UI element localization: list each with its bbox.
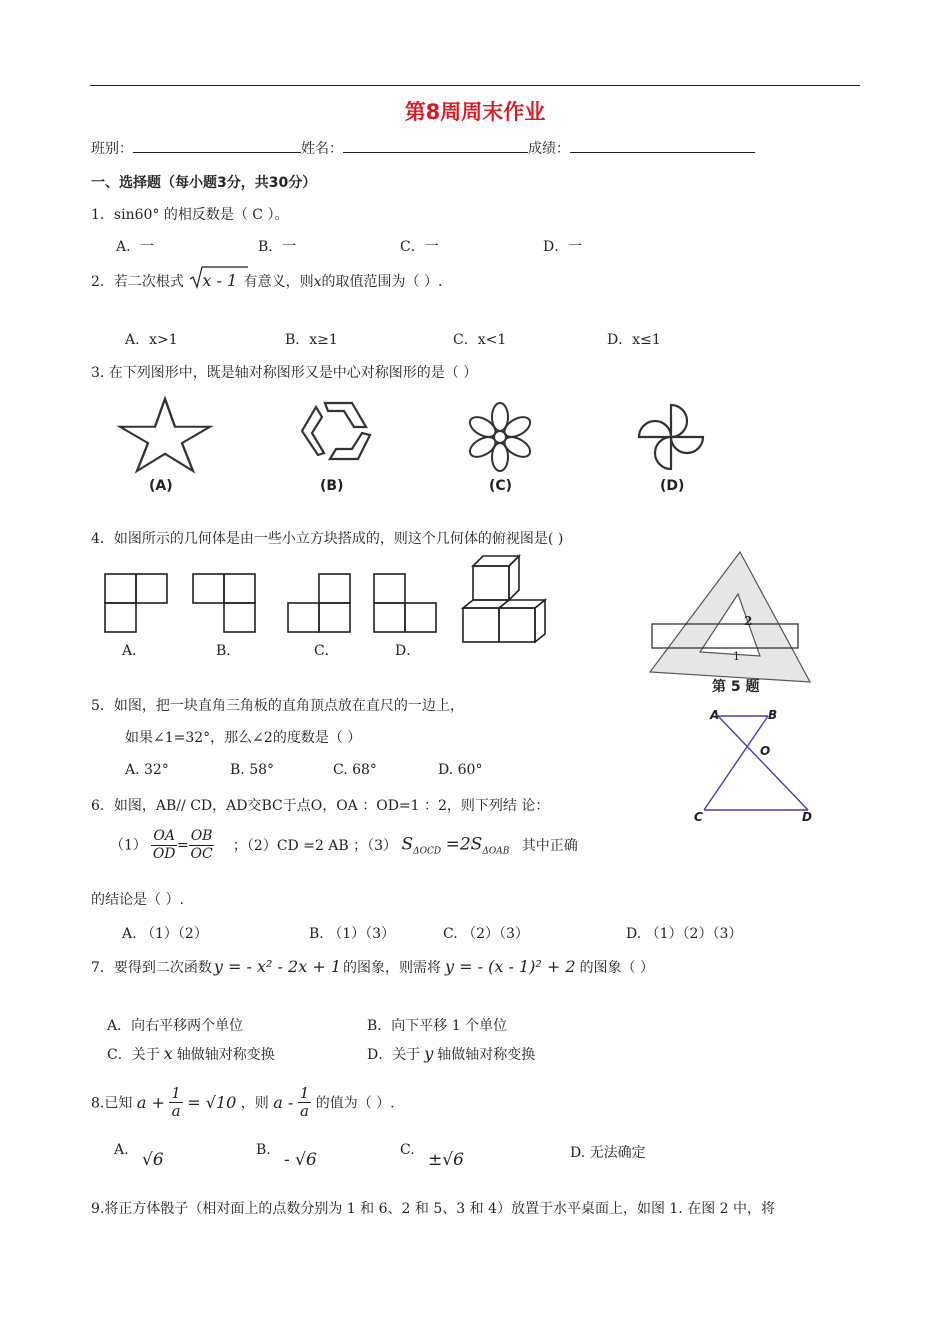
q1-option-c: C．一 (400, 239, 439, 255)
q1-option-d: D．一 (543, 239, 583, 255)
sqrt-expression: x - 1 (190, 271, 237, 290)
fig5-caption: 第 5 题 (712, 679, 760, 695)
frac-oa-od: $\frac{OA}{OD}$ (152, 828, 176, 862)
q8-option-b-label: B. (256, 1142, 271, 1158)
pinwheel-shape (639, 405, 703, 469)
flower-shape (467, 403, 534, 471)
frac-1-over-a-2: $\frac{1}{a}$ (299, 1084, 310, 1120)
q5-stem1: 5．如图，把一块直角三角板的直角顶点放在直尺的一边上， (91, 698, 464, 714)
fig6-label-d: D (802, 810, 812, 824)
q6-conclusions: （1） $\frac{OA}{OD}$ = $\frac{OB}{OC}$ ；（2）CD =2 AB ；（3） $S_{\Delta OCD} =2S_{\Delta OAB}$ 其中正确 (110, 828, 578, 862)
q6-option-a: A. （1）（2） (122, 926, 208, 942)
q8-stem: 8.已知 a + $\frac{1}{a}$ = √10 ，则 a - $\frac{1}{a}$ 的值为（ ）. (91, 1084, 395, 1120)
radical-sign (190, 265, 250, 291)
q7-function-1: y = - x² - 2x + 1 (213, 957, 342, 976)
q8-option-c-value: ±√6 (428, 1150, 464, 1170)
score-label: 成绩： (528, 141, 570, 157)
star-shape (120, 399, 210, 471)
fig5-angle1: 1 (733, 650, 740, 663)
q3-label-a: (A) (149, 478, 173, 494)
score-field[interactable] (570, 138, 755, 153)
view-d (374, 574, 436, 632)
q8-option-a-value: √6 (142, 1150, 164, 1170)
q2-option-d: D．x≤1 (607, 332, 661, 348)
q7-stem: 7．要得到二次函数 y = - x² - 2x + 1 的图象，则需将 y = - (x - 1)² + 2 的图象（ ） (91, 957, 655, 976)
q4-stem: 4．如图所示的几何体是由一些小立方块搭成的，则这个几何体的俯视图是( ) (91, 531, 564, 547)
q8-option-a-label: A. (114, 1142, 129, 1158)
q4-label-a: A． (122, 643, 147, 659)
q2-stem: 2．若二次根式 x - 1 有意义，则x的取值范围为（ ）. (91, 271, 442, 291)
q6-option-b: B. （1）（3） (309, 926, 396, 942)
q7-function-2: y = - (x - 1)² + 2 (445, 957, 576, 976)
q7-option-a: A．向右平移两个单位 (107, 1018, 244, 1034)
q6-option-c: C. （2）（3） (443, 926, 529, 942)
view-b (193, 574, 255, 632)
q1-stem: 1．sin60° 的相反数是（ C ）。 (91, 207, 289, 223)
name-label: 姓名： (301, 141, 343, 157)
q4-label-c: C． (314, 643, 339, 659)
header-rule (90, 85, 860, 86)
q6-line2: 的结论是（ ）. (91, 892, 184, 908)
q5-stem2: 如果∠1=32°，那么∠2的度数是（ ） (125, 730, 362, 746)
q7-option-b: B．向下平移 1 个单位 (367, 1018, 508, 1034)
q4-label-d: D． (395, 643, 421, 659)
q3-label-d: (D) (660, 478, 685, 494)
fig6-label-o: O (760, 744, 771, 758)
q8-option-d: D. 无法确定 (570, 1145, 646, 1161)
section-heading: 一、选择题（每小题3分，共30分） (91, 175, 317, 191)
view-a (105, 574, 167, 632)
recycle-shape (302, 403, 370, 459)
class-label: 班别： (91, 141, 133, 157)
view-c (288, 574, 350, 632)
fig5-angle2: 2 (744, 614, 753, 628)
q3-figures (115, 393, 715, 498)
q9-stem: 9.将正方体骰子（相对面上的点数分别为 1 和 6、2 和 5、3 和 4）放置于水平桌面上，如图 1. 在图 2 中，将 (91, 1201, 776, 1217)
q1-option-a: A．一 (116, 239, 155, 255)
fig6-label-a: A (710, 708, 720, 722)
class-field[interactable] (133, 138, 301, 153)
frac-1-over-a: $\frac{1}{a}$ (171, 1084, 181, 1120)
q5-option-b: B. 58° (230, 762, 275, 778)
q8-option-c-label: C. (400, 1142, 415, 1158)
name-field[interactable] (343, 138, 528, 153)
q6-stem: 6．如图，AB// CD，AD交BC于点O，OA ：OD=1 ：2，则下列结 论： (91, 798, 550, 814)
q5-option-d: D. 60° (438, 762, 483, 778)
q8-option-b-value: - √6 (284, 1150, 317, 1170)
cube-stack (463, 556, 545, 642)
fig6-hourglass (700, 714, 820, 814)
frac-ob-oc: $\frac{OB}{OC}$ (190, 828, 213, 862)
q3-label-b: (B) (320, 478, 344, 494)
q3-label-c: (C) (489, 478, 513, 494)
q1-option-b: B．一 (258, 239, 297, 255)
q4-label-b: B． (216, 643, 241, 659)
q5-option-a: A. 32° (125, 762, 169, 778)
q6-option-d: D. （1）（2）（3） (626, 926, 743, 942)
page-title: 第8周周末作业 (404, 100, 546, 124)
info-row (91, 138, 755, 158)
q7-option-c: C．关于 x 轴做轴对称变换 (107, 1044, 275, 1063)
q3-stem: 3. 在下列图形中，既是轴对称图形又是中心对称图形的是（ ） (91, 365, 478, 381)
q4-figures (100, 556, 550, 636)
q7-option-d: D．关于 y 轴做轴对称变换 (367, 1044, 536, 1063)
fig5-ruler-triangle (650, 552, 810, 692)
q2-option-b: B．x≥1 (285, 332, 338, 348)
fig6-label-b: B (768, 708, 778, 722)
q2-option-a: A．x>1 (125, 332, 178, 348)
fig6-label-c: C (694, 810, 703, 824)
q2-option-c: C．x<1 (453, 332, 507, 348)
q5-option-c: C. 68° (333, 762, 377, 778)
